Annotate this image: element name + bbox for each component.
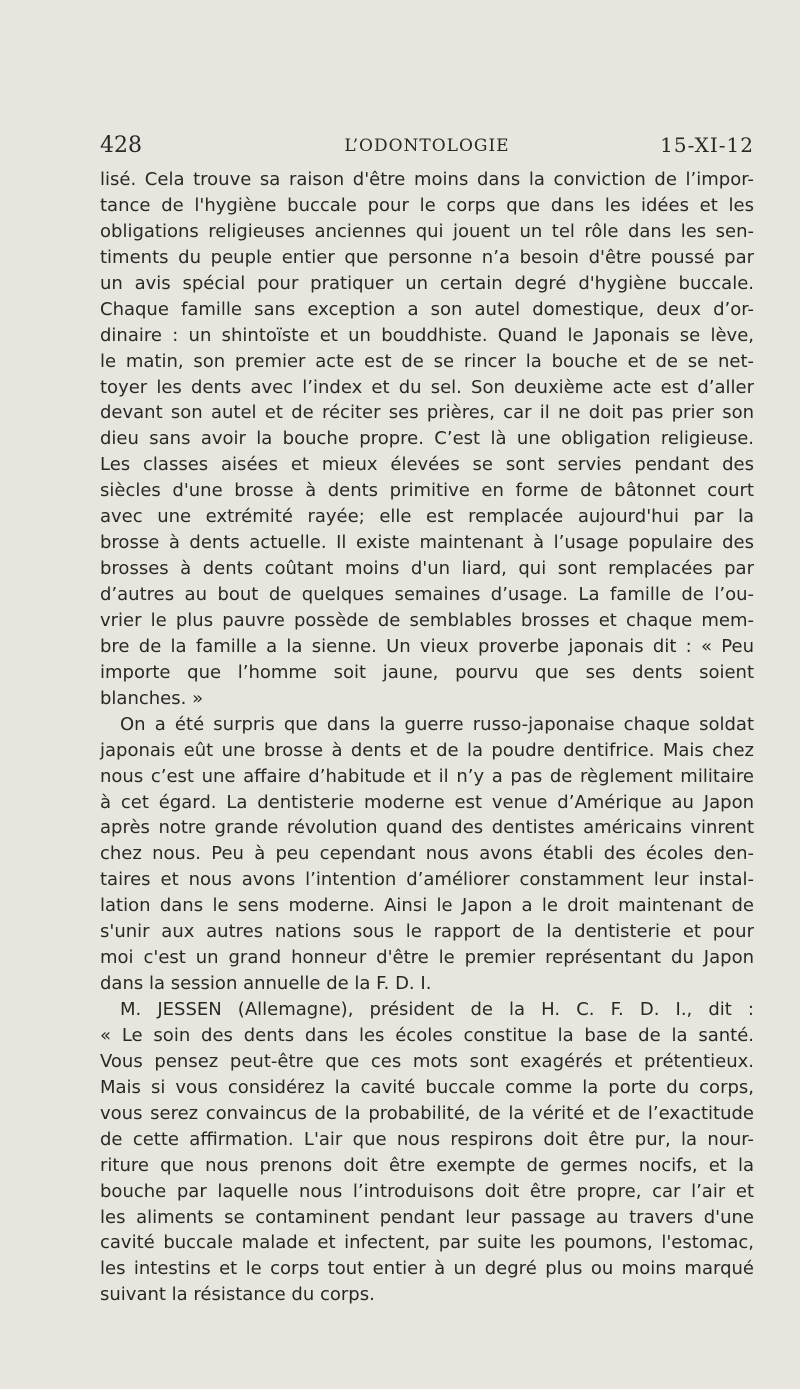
- text-line: devant son autel et de réciter ses prières, car il ne doit pas prier son: [100, 402, 754, 424]
- text-line: après notre grande révolution quand des dentistes américains vinrent: [100, 817, 754, 839]
- text-line: les aliments se contaminent pendant leur passage au travers d'une: [100, 1206, 754, 1228]
- paragraph-first-line: On a été surpris que dans la guerre russo-japonaise chaque soldat: [120, 713, 754, 735]
- text-line: Chaque famille sans exception a son autel domestique, deux d’or-: [100, 298, 754, 320]
- text-line: taires et nous avons l’intention d’améliorer constamment leur instal-: [100, 869, 754, 891]
- text-line: s'unir aux autres nations sous le rapport de la dentisterie et pour: [100, 921, 754, 943]
- text-line: vous serez convaincus de la probabilité, de la vérité et de l’exactitude: [100, 1102, 754, 1124]
- text-line: à cet égard. La dentisterie moderne est venue d’Amérique au Japon: [100, 791, 754, 813]
- text-line: vrier le plus pauvre possède de semblables brosses et chaque mem-: [100, 609, 754, 631]
- issue-date: 15-XI-12: [660, 133, 754, 157]
- paragraph-last-line: blanches. »: [100, 687, 204, 709]
- paragraph-last-line: dans la session annuelle de la F. D. I.: [100, 973, 432, 995]
- body-text: [100, 167, 754, 1308]
- text-line: nous c’est une affaire d’habitude et il n’y a pas de règlement militaire: [100, 765, 754, 787]
- text-line: tance de l'hygiène buccale pour le corps que dans les idées et les: [100, 194, 754, 216]
- text-line: toyer les dents avec l’index et du sel. Son deuxième acte est d’aller: [100, 376, 754, 398]
- text-line: japonais eût une brosse à dents et de la poudre dentifrice. Mais chez: [100, 739, 754, 761]
- journal-title: L’ODONTOLOGIE: [344, 136, 510, 156]
- text-line: obligations religieuses anciennes qui jouent un tel rôle dans les sen-: [100, 220, 754, 242]
- text-line: les intestins et le corps tout entier à un degré plus ou moins marqué: [100, 1258, 754, 1280]
- text-line: le matin, son premier acte est de se rincer la bouche et de se net-: [100, 350, 754, 372]
- text-line: lisé. Cela trouve sa raison d'être moins dans la conviction de l’impor-: [100, 169, 754, 190]
- text-line: « Le soin des dents dans les écoles constitue la base de la santé.: [100, 1024, 754, 1046]
- text-line: riture que nous prenons doit être exempte de germes nocifs, et la: [100, 1154, 754, 1176]
- text-line: dinaire : un shintoïste et un bouddhiste. Quand le Japonais se lève,: [100, 324, 754, 346]
- text-line: importe que l’homme soit jaune, pourvu que ses dents soient: [100, 661, 754, 683]
- text-line: Mais si vous considérez la cavité buccale comme la porte du corps,: [100, 1076, 754, 1098]
- text-line: dieu sans avoir la bouche propre. C’est là une obligation religieuse.: [100, 428, 754, 450]
- text-line: siècles d'une brosse à dents primitive en forme de bâtonnet court: [100, 480, 754, 502]
- text-line: lation dans le sens moderne. Ainsi le Japon a le droit maintenant de: [100, 895, 754, 917]
- text-line: Vous pensez peut-être que ces mots sont exagérés et prétentieux.: [100, 1050, 754, 1072]
- text-line: chez nous. Peu à peu cependant nous avons établi des écoles den-: [100, 843, 754, 865]
- text-line: bre de la famille a la sienne. Un vieux proverbe japonais dit : « Peu: [100, 635, 754, 657]
- paragraph-last-line: suivant la résistance du corps.: [100, 1284, 375, 1306]
- text-line: brosse à dents actuelle. Il existe maintenant à l’usage populaire des: [100, 532, 754, 554]
- text-line: avec une extrémité rayée; elle est remplacée aujourd'hui par la: [100, 506, 754, 528]
- text-line: un avis spécial pour pratiquer un certain degré d'hygiène buccale.: [100, 272, 754, 294]
- text-line: d’autres au bout de quelques semaines d’usage. La famille de l’ou-: [100, 584, 754, 605]
- running-header: [100, 133, 754, 165]
- text-line: moi c'est un grand honneur d'être le premier représentant du Japon: [100, 947, 754, 969]
- text-line: cavité buccale malade et infectent, par suite les poumons, l'estomac,: [100, 1232, 754, 1254]
- paragraph-first-line: M. JESSEN (Allemagne), président de la H. C. F. D. I., dit :: [120, 999, 754, 1020]
- text-line: timents du peuple entier que personne n’a besoin d'être poussé par: [100, 246, 754, 268]
- text-line: de cette affirmation. L'air que nous respirons doit être pur, la nour-: [100, 1128, 754, 1150]
- text-line: brosses à dents coûtant moins d'un liard, qui sont remplacées par: [100, 558, 754, 580]
- text-line: Les classes aisées et mieux élevées se sont servies pendant des: [100, 454, 754, 476]
- text-line: bouche par laquelle nous l’introduisons doit être propre, car l’air et: [100, 1180, 754, 1202]
- page-number: 428: [100, 133, 142, 158]
